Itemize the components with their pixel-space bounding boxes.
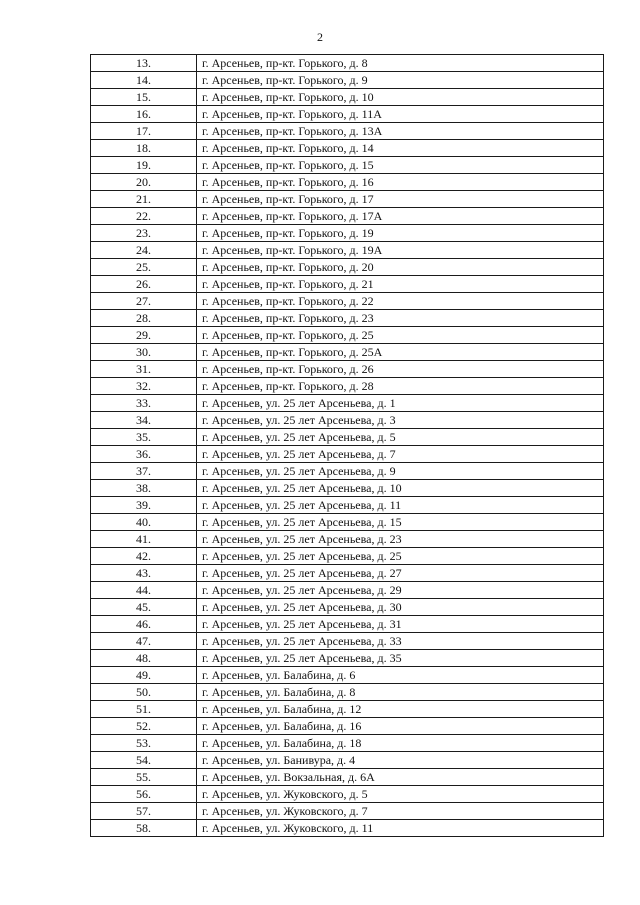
- table-row: [91, 480, 604, 497]
- table-row: [91, 412, 604, 429]
- table-row: [91, 344, 604, 361]
- row-address: г. Арсеньев, ул. 25 лет Арсеньева, д. 3: [197, 412, 604, 429]
- row-address: г. Арсеньев, ул. 25 лет Арсеньева, д. 10: [197, 480, 604, 497]
- address-table-body: [91, 55, 604, 837]
- row-address: г. Арсеньев, пр-кт. Горького, д. 19: [197, 225, 604, 242]
- row-number: 42.: [91, 548, 197, 565]
- table-row: [91, 310, 604, 327]
- table-row: [91, 140, 604, 157]
- row-number: 55.: [91, 769, 197, 786]
- row-number: 28.: [91, 310, 197, 327]
- table-row: [91, 327, 604, 344]
- row-address: г. Арсеньев, ул. 25 лет Арсеньева, д. 30: [197, 599, 604, 616]
- row-address: г. Арсеньев, ул. 25 лет Арсеньева, д. 27: [197, 565, 604, 582]
- table-row: [91, 531, 604, 548]
- row-address: г. Арсеньев, ул. Балабина, д. 8: [197, 684, 604, 701]
- row-address: г. Арсеньев, ул. 25 лет Арсеньева, д. 5: [197, 429, 604, 446]
- row-address: г. Арсеньев, пр-кт. Горького, д. 15: [197, 157, 604, 174]
- table-row: [91, 803, 604, 820]
- row-number: 14.: [91, 72, 197, 89]
- row-address: г. Арсеньев, ул. Балабина, д. 12: [197, 701, 604, 718]
- table-row: [91, 429, 604, 446]
- row-address: г. Арсеньев, ул. Балабина, д. 6: [197, 667, 604, 684]
- row-number: 23.: [91, 225, 197, 242]
- row-number: 16.: [91, 106, 197, 123]
- row-address: г. Арсеньев, ул. Жуковского, д. 5: [197, 786, 604, 803]
- row-address: г. Арсеньев, ул. 25 лет Арсеньева, д. 31: [197, 616, 604, 633]
- row-address: г. Арсеньев, ул. 25 лет Арсеньева, д. 23: [197, 531, 604, 548]
- row-number: 39.: [91, 497, 197, 514]
- table-row: [91, 650, 604, 667]
- row-number: 17.: [91, 123, 197, 140]
- row-address: г. Арсеньев, пр-кт. Горького, д. 19А: [197, 242, 604, 259]
- row-address: г. Арсеньев, пр-кт. Горького, д. 17А: [197, 208, 604, 225]
- address-table: [90, 54, 604, 837]
- row-address: г. Арсеньев, пр-кт. Горького, д. 21: [197, 276, 604, 293]
- row-address: г. Арсеньев, ул. 25 лет Арсеньева, д. 11: [197, 497, 604, 514]
- row-number: 31.: [91, 361, 197, 378]
- row-number: 40.: [91, 514, 197, 531]
- row-address: г. Арсеньев, пр-кт. Горького, д. 11А: [197, 106, 604, 123]
- row-address: г. Арсеньев, пр-кт. Горького, д. 23: [197, 310, 604, 327]
- row-address: г. Арсеньев, пр-кт. Горького, д. 28: [197, 378, 604, 395]
- row-number: 57.: [91, 803, 197, 820]
- row-number: 41.: [91, 531, 197, 548]
- table-row: [91, 582, 604, 599]
- table-row: [91, 769, 604, 786]
- table-row: [91, 735, 604, 752]
- row-address: г. Арсеньев, ул. Балабина, д. 16: [197, 718, 604, 735]
- table-row: [91, 633, 604, 650]
- row-address: г. Арсеньев, ул. Жуковского, д. 7: [197, 803, 604, 820]
- table-row: [91, 123, 604, 140]
- row-number: 22.: [91, 208, 197, 225]
- table-row: [91, 752, 604, 769]
- table-row: [91, 157, 604, 174]
- row-number: 51.: [91, 701, 197, 718]
- row-number: 33.: [91, 395, 197, 412]
- row-number: 47.: [91, 633, 197, 650]
- row-number: 26.: [91, 276, 197, 293]
- row-number: 49.: [91, 667, 197, 684]
- table-row: [91, 89, 604, 106]
- row-address: г. Арсеньев, пр-кт. Горького, д. 25: [197, 327, 604, 344]
- row-number: 20.: [91, 174, 197, 191]
- row-number: 54.: [91, 752, 197, 769]
- table-row: [91, 446, 604, 463]
- row-address: г. Арсеньев, пр-кт. Горького, д. 16: [197, 174, 604, 191]
- table-row: [91, 786, 604, 803]
- row-number: 50.: [91, 684, 197, 701]
- table-row: [91, 174, 604, 191]
- row-number: 35.: [91, 429, 197, 446]
- row-address: г. Арсеньев, пр-кт. Горького, д. 8: [197, 55, 604, 72]
- row-address: г. Арсеньев, пр-кт. Горького, д. 9: [197, 72, 604, 89]
- row-address: г. Арсеньев, ул. Банивура, д. 4: [197, 752, 604, 769]
- row-address: г. Арсеньев, ул. 25 лет Арсеньева, д. 29: [197, 582, 604, 599]
- row-number: 58.: [91, 820, 197, 837]
- table-row: [91, 276, 604, 293]
- row-address: г. Арсеньев, пр-кт. Горького, д. 22: [197, 293, 604, 310]
- row-number: 19.: [91, 157, 197, 174]
- row-address: г. Арсеньев, пр-кт. Горького, д. 10: [197, 89, 604, 106]
- row-address: г. Арсеньев, пр-кт. Горького, д. 17: [197, 191, 604, 208]
- table-row: [91, 718, 604, 735]
- row-number: 36.: [91, 446, 197, 463]
- row-number: 52.: [91, 718, 197, 735]
- row-number: 15.: [91, 89, 197, 106]
- row-address: г. Арсеньев, пр-кт. Горького, д. 14: [197, 140, 604, 157]
- table-row: [91, 361, 604, 378]
- row-number: 43.: [91, 565, 197, 582]
- row-number: 27.: [91, 293, 197, 310]
- row-address: г. Арсеньев, ул. 25 лет Арсеньева, д. 15: [197, 514, 604, 531]
- page-number: 2: [317, 30, 323, 44]
- row-number: 29.: [91, 327, 197, 344]
- row-address: г. Арсеньев, пр-кт. Горького, д. 20: [197, 259, 604, 276]
- table-row: [91, 463, 604, 480]
- row-number: 30.: [91, 344, 197, 361]
- table-row: [91, 293, 604, 310]
- row-address: г. Арсеньев, ул. 25 лет Арсеньева, д. 33: [197, 633, 604, 650]
- row-number: 48.: [91, 650, 197, 667]
- table-row: [91, 701, 604, 718]
- table-row: [91, 599, 604, 616]
- table-row: [91, 616, 604, 633]
- row-number: 56.: [91, 786, 197, 803]
- table-row: [91, 106, 604, 123]
- row-address: г. Арсеньев, ул. 25 лет Арсеньева, д. 25: [197, 548, 604, 565]
- row-number: 13.: [91, 55, 197, 72]
- table-row: [91, 378, 604, 395]
- row-address: г. Арсеньев, пр-кт. Горького, д. 26: [197, 361, 604, 378]
- row-number: 44.: [91, 582, 197, 599]
- row-address: г. Арсеньев, ул. 25 лет Арсеньева, д. 9: [197, 463, 604, 480]
- table-row: [91, 225, 604, 242]
- row-address: г. Арсеньев, ул. 25 лет Арсеньева, д. 7: [197, 446, 604, 463]
- row-address: г. Арсеньев, пр-кт. Горького, д. 25А: [197, 344, 604, 361]
- row-address: г. Арсеньев, ул. Вокзальная, д. 6А: [197, 769, 604, 786]
- row-number: 46.: [91, 616, 197, 633]
- row-address: г. Арсеньев, ул. 25 лет Арсеньева, д. 35: [197, 650, 604, 667]
- table-row: [91, 72, 604, 89]
- table-row: [91, 259, 604, 276]
- table-row: [91, 514, 604, 531]
- row-number: 32.: [91, 378, 197, 395]
- table-row: [91, 242, 604, 259]
- row-address: г. Арсеньев, ул. Жуковского, д. 11: [197, 820, 604, 837]
- table-row: [91, 548, 604, 565]
- table-row: [91, 395, 604, 412]
- table-row: [91, 497, 604, 514]
- row-number: 53.: [91, 735, 197, 752]
- row-address: г. Арсеньев, пр-кт. Горького, д. 13А: [197, 123, 604, 140]
- row-number: 24.: [91, 242, 197, 259]
- row-number: 18.: [91, 140, 197, 157]
- table-row: [91, 684, 604, 701]
- table-row: [91, 667, 604, 684]
- row-number: 38.: [91, 480, 197, 497]
- row-number: 37.: [91, 463, 197, 480]
- row-address: г. Арсеньев, ул. 25 лет Арсеньева, д. 1: [197, 395, 604, 412]
- table-row: [91, 191, 604, 208]
- row-number: 45.: [91, 599, 197, 616]
- table-row: [91, 820, 604, 837]
- table-row: [91, 565, 604, 582]
- table-row: [91, 55, 604, 72]
- row-number: 25.: [91, 259, 197, 276]
- table-row: [91, 208, 604, 225]
- row-address: г. Арсеньев, ул. Балабина, д. 18: [197, 735, 604, 752]
- row-number: 21.: [91, 191, 197, 208]
- row-number: 34.: [91, 412, 197, 429]
